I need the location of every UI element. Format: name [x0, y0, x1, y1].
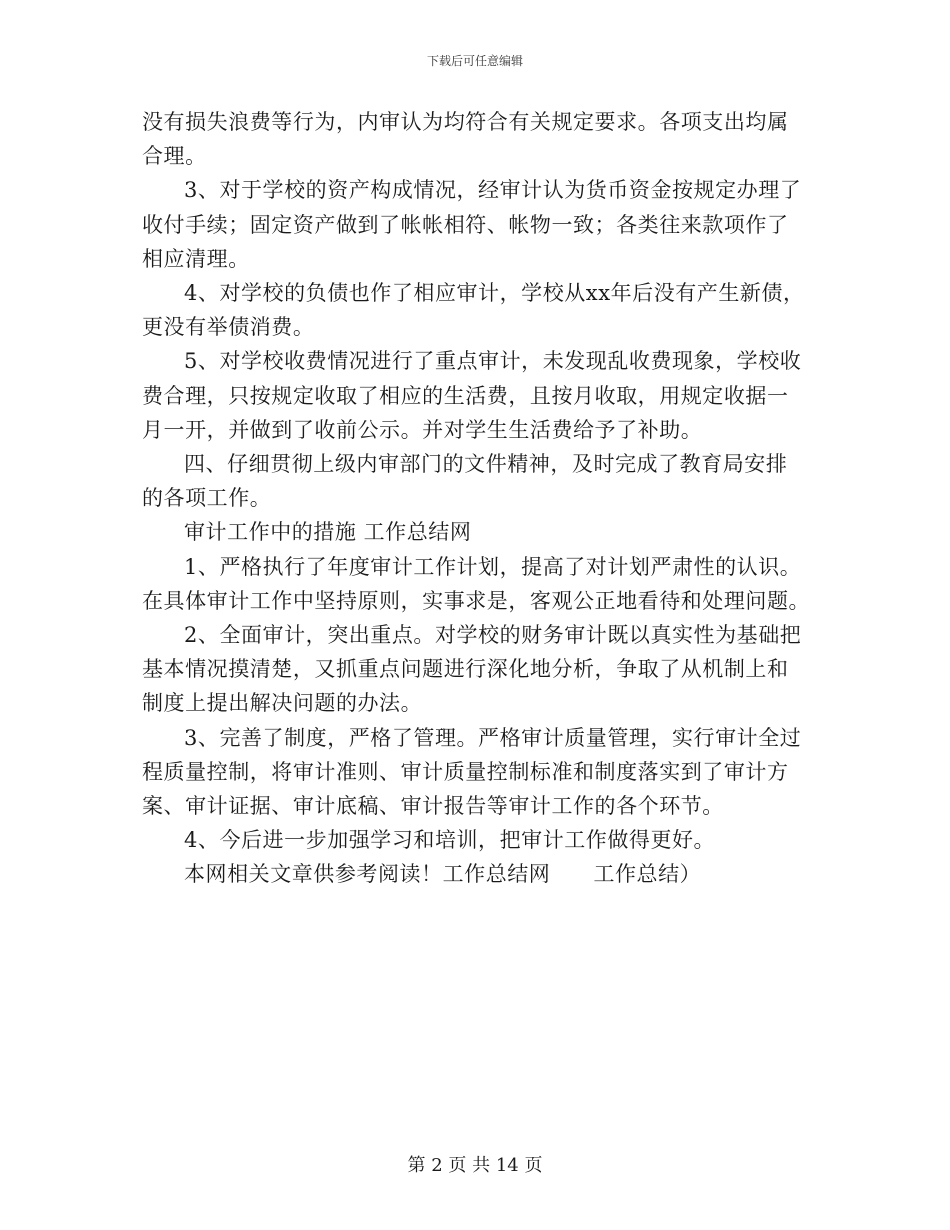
- text-line: 没有损失浪费等行为，内审认为均符合有关规定要求。各项支出均属: [142, 110, 789, 134]
- text-line: 费合理，只按规定收取了相应的生活费，且按月收取，用规定收据一: [142, 383, 789, 408]
- text-line: 程质量控制，将审计准则、审计质量控制标准和制度落实到了审计方: [142, 759, 789, 784]
- page-number-footer: 第 2 页 共 14 页: [407, 1155, 543, 1176]
- text-line: 4、今后进一步加强学习和培训，把审计工作做得更好。: [184, 828, 716, 853]
- text-line: 5、对学校收费情况进行了重点审计，未发现乱收费现象，学校收: [184, 349, 802, 374]
- text-line: 4、对学校的负债也作了相应审计，学校从xx年后没有产生新债，: [184, 281, 805, 306]
- text-line: 3、对于学校的资产构成情况，经审计认为货币资金按规定办理了: [184, 178, 802, 203]
- text-line: 收付手续；固定资产做到了帐帐相符、帐物一致；各类往来款项作了: [142, 212, 789, 237]
- document-body: [142, 105, 811, 892]
- text-line: 案、审计证据、审计底稿、审计报告等审计工作的各个环节。: [142, 794, 724, 819]
- text-line: 2、全面审计，突出重点。对学校的财务审计既以真实性为基础把: [184, 623, 802, 648]
- text-line: 3、完善了制度，严格了管理。严格审计质量管理，实行审计全过: [184, 725, 802, 750]
- text-line: 在具体审计工作中坚持原则，实事求是，客观公正地看待和处理问题。: [142, 588, 811, 613]
- text-line: 1、严格执行了年度审计工作计划，提高了对计划严肃性的认识。: [184, 554, 802, 579]
- text-line: 四、仔细贯彻上级内审部门的文件精神，及时完成了教育局安排: [184, 452, 788, 477]
- section-heading: 审计工作中的措施 工作总结网: [184, 520, 472, 545]
- text-line: 本网相关文章供参考阅读！工作总结网 工作总结）: [184, 862, 702, 887]
- page-header: 下载后可任意编辑: [426, 54, 523, 68]
- text-line: 的各项工作。: [142, 486, 272, 511]
- text-line: 合理。: [142, 144, 207, 169]
- text-line: 月一开，并做到了收前公示。并对学生生活费给予了补助。: [142, 417, 703, 442]
- text-line: 制度上提出解决问题的办法。: [142, 691, 423, 716]
- text-line: 相应清理。: [142, 246, 250, 271]
- text-line: 更没有举债消费。: [142, 315, 315, 340]
- text-line: 基本情况摸清楚，又抓重点问题进行深化地分析，争取了从机制上和: [142, 657, 789, 682]
